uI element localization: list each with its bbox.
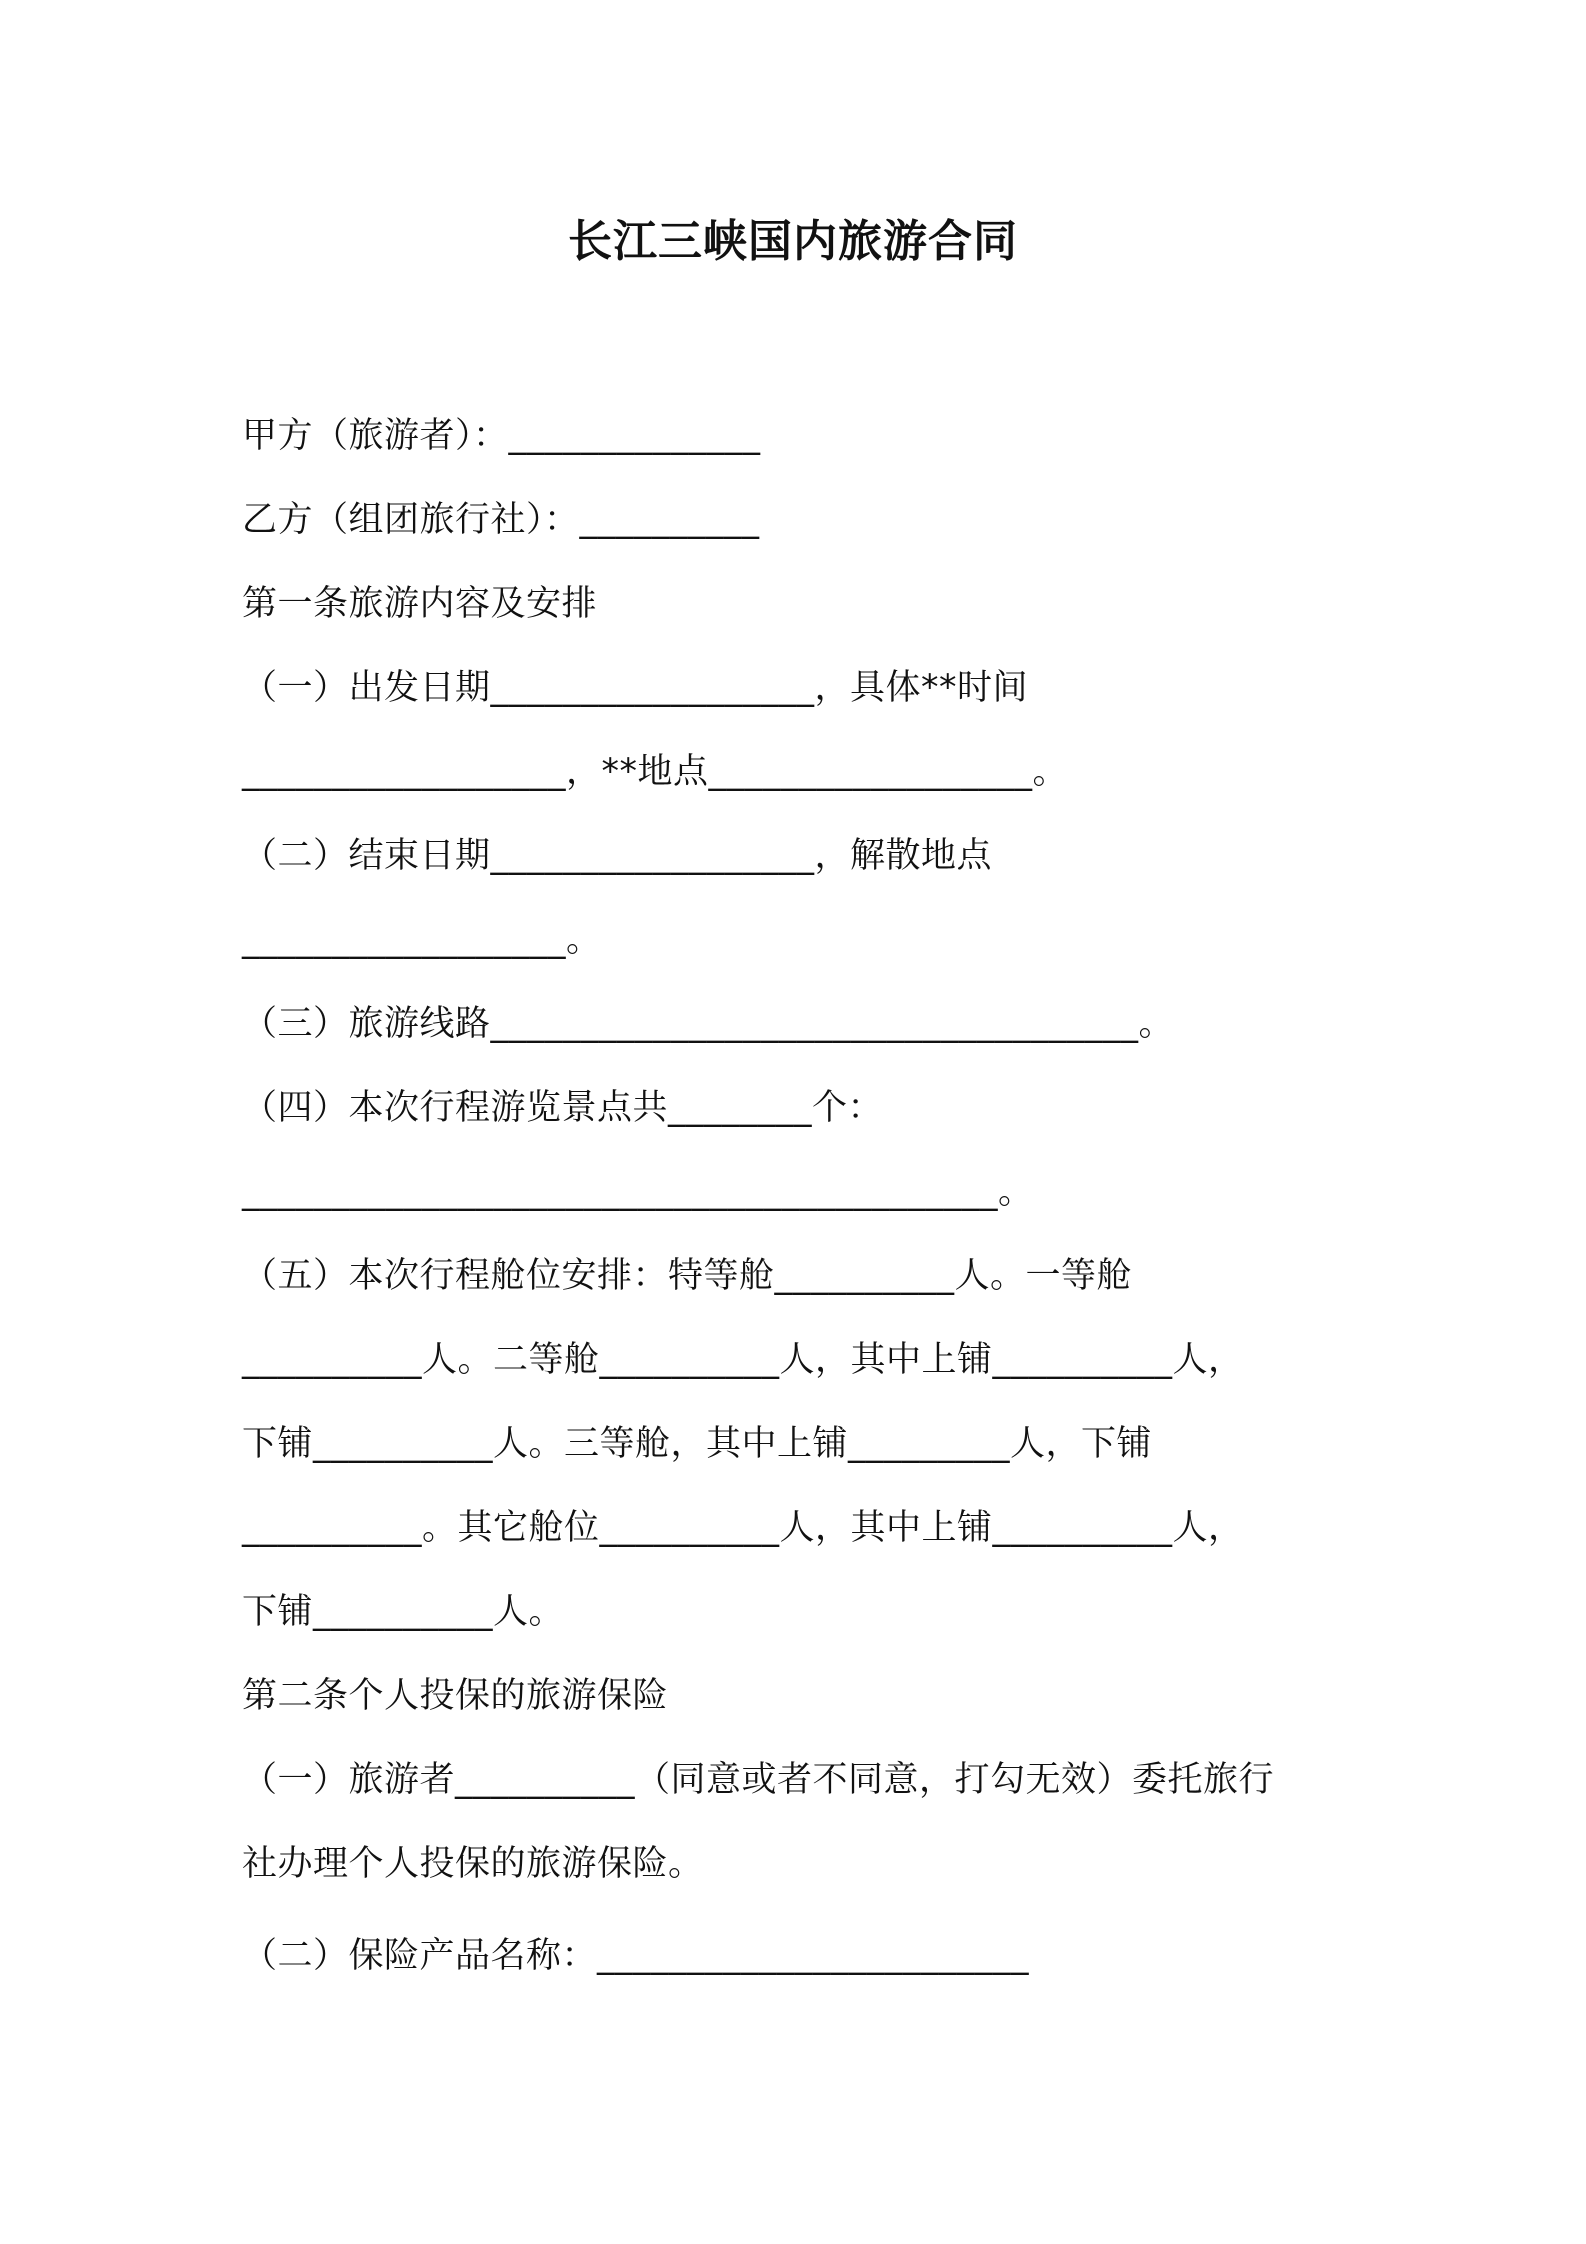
cabin-line-3: 下铺__________人。三等舱，其中上铺_________人，下铺 (242, 1424, 1153, 1464)
party-a-line: 甲方（旅游者）：______________ (242, 416, 761, 456)
insurance-product-line: （二）保险产品名称：________________________ (242, 1936, 1030, 1976)
cabin-line-2: __________人。二等舱__________人，其中上铺__________人， (242, 1340, 1244, 1380)
article-1-heading: 第一条旅游内容及安排 (242, 584, 598, 624)
article-2-heading: 第二条个人投保的旅游保险 (242, 1676, 669, 1716)
cabin-line-4: __________。其它舱位__________人，其中上铺__________人， (242, 1508, 1244, 1548)
route-line: （三）旅游线路____________________________________。 (242, 1004, 1175, 1044)
insurance-consent-cont: 社办理个人投保的旅游保险。 (242, 1844, 704, 1884)
attractions-list-line: __________________________________________。 (242, 1172, 1034, 1212)
party-b-line: 乙方（组团旅行社）：__________ (242, 500, 760, 540)
departure-place-line: __________________，**地点__________________。 (242, 752, 1069, 792)
insurance-consent-line: （一）旅游者__________（同意或者不同意，打勾无效）委托旅行 (242, 1760, 1275, 1800)
dismiss-place-line: __________________。 (242, 920, 602, 960)
departure-date-line: （一）出发日期__________________，具体**时间 (242, 668, 1029, 708)
document-title: 长江三峡国内旅游合同 (568, 216, 1018, 267)
cabin-line-5: 下铺__________人。 (242, 1592, 565, 1632)
attractions-count-line: （四）本次行程游览景点共________个： (242, 1088, 884, 1128)
end-date-line: （二）结束日期__________________，解散地点 (242, 836, 993, 876)
cabin-line-1: （五）本次行程舱位安排：特等舱__________人。一等舱 (242, 1256, 1133, 1296)
